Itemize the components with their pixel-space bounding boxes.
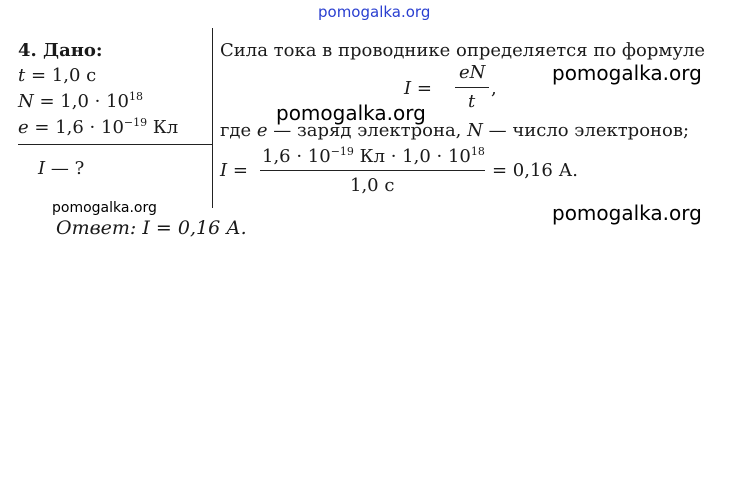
given-count-var: N — [18, 91, 34, 112]
formula2-num-a: 1,6 · 10 — [262, 146, 331, 167]
where-line — [220, 120, 689, 141]
formula1-denominator: t — [468, 91, 476, 112]
formula2-num-b: Кл · 1,0 · 10 — [353, 146, 471, 167]
where-N: N — [467, 120, 483, 141]
given-time — [18, 65, 96, 86]
given-count-exp: 18 — [128, 90, 143, 103]
given-charge — [18, 117, 178, 138]
answer-value: I = 0,16 А. — [136, 217, 247, 239]
solution-intro: Сила тока в проводнике определяется по формуле — [220, 40, 706, 61]
where-post: — число электронов; — [482, 120, 690, 141]
formula2-lhs: I = — [220, 160, 248, 181]
given-charge-value: = 1,6 · 10 — [34, 117, 124, 138]
column-divider — [212, 28, 213, 208]
formula2-num-a-exp: −19 — [330, 145, 354, 158]
given-charge-unit: Кл — [147, 117, 179, 138]
formula2-num-b-exp: 18 — [470, 145, 485, 158]
watermark-right-upper: pomogalka.org — [552, 61, 702, 85]
given-separator — [18, 144, 213, 145]
formula1-tail: , — [491, 78, 497, 99]
given-count-value: = 1,0 · 10 — [39, 91, 129, 112]
watermark-left-small: pomogalka.org — [52, 200, 157, 216]
where-pre: где — [220, 120, 257, 141]
given-charge-exp: −19 — [123, 116, 148, 129]
given-time-var: t — [18, 65, 26, 86]
answer-label: Ответ: — [56, 217, 137, 239]
watermark-top: pomogalka.org — [318, 3, 431, 21]
watermark-center: pomogalka.org — [276, 101, 426, 125]
given-time-value: = 1,0 c — [30, 65, 97, 86]
formula2-numerator — [262, 146, 485, 167]
formula2-fraction-bar — [260, 170, 485, 171]
where-mid: — заряд электрона, — [267, 120, 468, 141]
given-charge-var: e — [18, 117, 29, 138]
formula2-denominator: 1,0 с — [350, 175, 395, 196]
formula1-lhs: I = — [404, 78, 432, 99]
find-text: — ? — [45, 158, 85, 179]
answer-line — [56, 217, 247, 239]
watermark-right-lower: pomogalka.org — [552, 201, 702, 225]
problem-header: 4. Дано: — [18, 40, 103, 61]
formula1-numerator: eN — [459, 62, 486, 83]
find-unknown — [38, 158, 84, 179]
formula1-fraction-bar — [455, 87, 489, 88]
formula2-result: = 0,16 А. — [492, 160, 578, 181]
where-e: e — [256, 120, 268, 141]
given-count — [18, 91, 143, 112]
find-var: I — [38, 158, 46, 179]
